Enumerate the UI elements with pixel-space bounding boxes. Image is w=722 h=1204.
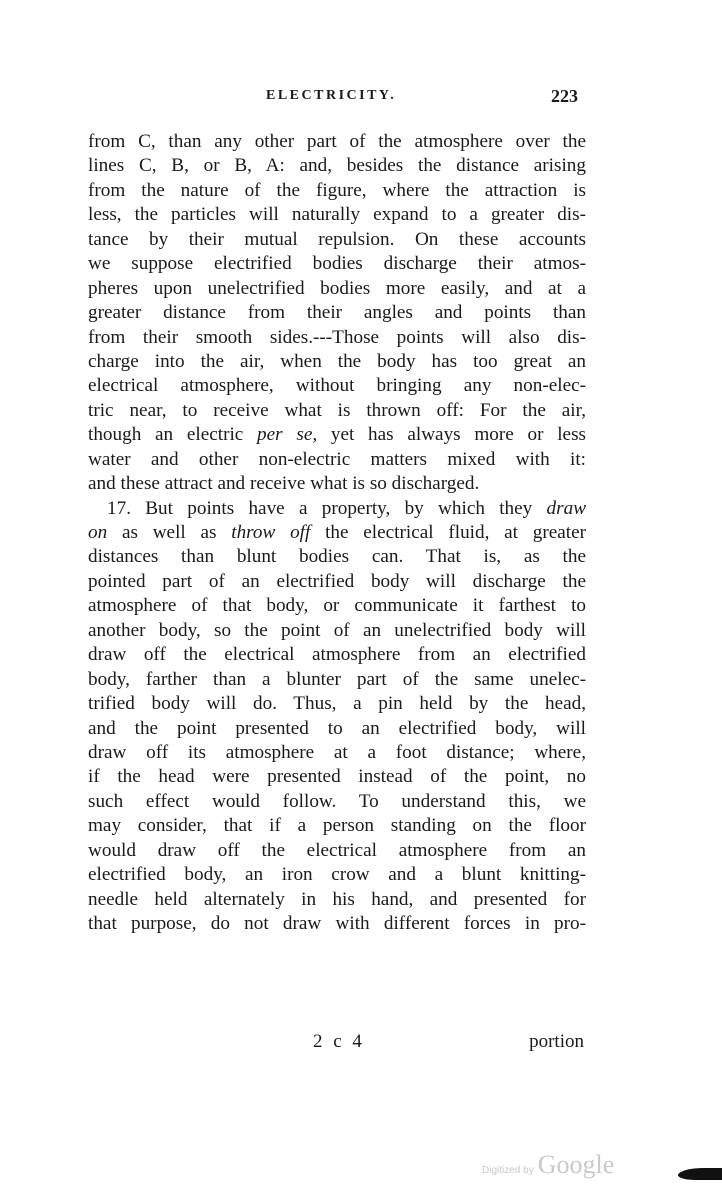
watermark-prefix: Digitized by: [482, 1165, 534, 1176]
text-line: [88, 497, 586, 521]
text-line: [88, 741, 586, 765]
text-segment: if the head were presented instead of the point, no: [88, 766, 586, 788]
text-line: [88, 765, 586, 789]
text-segment: electrical atmosphere, without bringing any non-elec-: [88, 375, 586, 397]
text-line: [88, 814, 586, 838]
text-line: [88, 790, 586, 814]
text-line: [88, 179, 586, 203]
text-segment: draw off the electrical atmosphere from an electrified: [88, 644, 586, 666]
text-line: [88, 228, 586, 252]
text-line: [88, 643, 586, 667]
text-line: [88, 594, 586, 618]
text-segment: would draw off the electrical atmosphere from an: [88, 839, 586, 861]
text-segment: less, the particles will naturally expand to a greater dis-: [88, 204, 586, 226]
text-segment: atmosphere of that body, or communicate it farthest to: [88, 595, 586, 617]
text-line: [88, 399, 586, 423]
text-segment: that purpose, do not draw with different forces in pro-: [88, 913, 586, 934]
text-segment: needle held alternately in his hand, and presented for: [88, 888, 586, 910]
text-segment: tance by their mutual repulsion. On these accounts: [88, 228, 586, 250]
signature-mark: 2 c 4: [313, 1031, 365, 1052]
text-line: [88, 326, 586, 350]
italic-text: draw: [546, 497, 586, 519]
text-line: [88, 863, 586, 887]
text-line: [88, 252, 586, 276]
text-line: [88, 130, 586, 154]
page-number: 223: [551, 86, 578, 106]
text-line: [88, 545, 586, 569]
text-line: [88, 668, 586, 692]
page-footer: [88, 1031, 586, 1055]
text-line: [88, 839, 586, 863]
text-line: [88, 350, 586, 374]
text-segment: though an electric: [88, 424, 258, 446]
italic-text: on: [88, 522, 108, 543]
running-title: ELECTRICITY.: [266, 88, 397, 103]
text-line: [88, 374, 586, 398]
text-segment: pheres upon unelectrified bodies more easily, and at a: [88, 277, 586, 299]
text-segment: another body, so the point of an unelectrified body will: [88, 619, 586, 641]
text-line: [88, 203, 586, 227]
text-line: [88, 448, 586, 472]
text-segment: from the nature of the figure, where the attraction is: [88, 179, 586, 201]
text-segment: yet has always more or less: [317, 424, 586, 446]
text-line: [88, 619, 586, 643]
italic-text: throw off: [231, 522, 311, 543]
text-segment: may consider, that if a person standing on the floor: [88, 815, 586, 837]
digitized-watermark: [482, 1150, 614, 1180]
catchword: portion: [529, 1031, 584, 1052]
text-segment: and the point presented to an electrified body, will: [88, 717, 586, 739]
text-segment: as well as: [107, 522, 232, 543]
text-segment: distances than blunt bodies can. That is, as the: [88, 546, 586, 568]
text-segment: tric near, to receive what is thrown off: For the air,: [88, 399, 586, 421]
text-segment: draw off its atmosphere at a foot distance; where,: [88, 741, 586, 763]
text-line: [88, 912, 586, 936]
text-segment: water and other non-electric matters mixed with it:: [88, 448, 586, 470]
text-line: [88, 570, 586, 594]
text-segment: lines C, B, or B, A: and, besides the distance arising: [88, 155, 586, 177]
text-segment: charge into the air, when the body has too great an: [88, 350, 586, 372]
running-head: [88, 86, 586, 110]
text-line: [88, 472, 586, 496]
text-segment: 17. But points have a property, by which they: [107, 497, 547, 519]
text-line: [88, 154, 586, 178]
text-segment: body, farther than a blunter part of the same unelec-: [88, 668, 586, 690]
italic-text: per se,: [257, 424, 318, 446]
scan-edge-mark: [678, 1168, 722, 1180]
text-line: [88, 301, 586, 325]
text-line: [88, 692, 586, 716]
text-segment: electrified body, an iron crow and a blunt knitting-: [88, 864, 586, 886]
text-segment: we suppose electrified bodies discharge their atmos-: [88, 253, 586, 275]
text-line: [88, 717, 586, 741]
text-segment: and these attract and receive what is so discharged.: [88, 473, 480, 495]
text-line: [88, 277, 586, 301]
text-segment: such effect would follow. To understand this, we: [88, 790, 586, 812]
text-segment: the electrical fluid, at greater: [310, 522, 586, 543]
text-line: [88, 521, 586, 545]
text-segment: from their smooth sides.---Those points will also dis-: [88, 326, 586, 348]
body-text: [88, 130, 586, 936]
text-segment: trified body will do. Thus, a pin held by the head,: [88, 693, 586, 715]
text-segment: greater distance from their angles and points than: [88, 302, 586, 324]
text-line: [88, 888, 586, 912]
text-line: [88, 423, 586, 447]
text-segment: pointed part of an electrified body will discharge the: [88, 570, 586, 592]
text-segment: from C, than any other part of the atmosphere over the: [88, 131, 586, 152]
watermark-brand: Google: [537, 1150, 615, 1179]
